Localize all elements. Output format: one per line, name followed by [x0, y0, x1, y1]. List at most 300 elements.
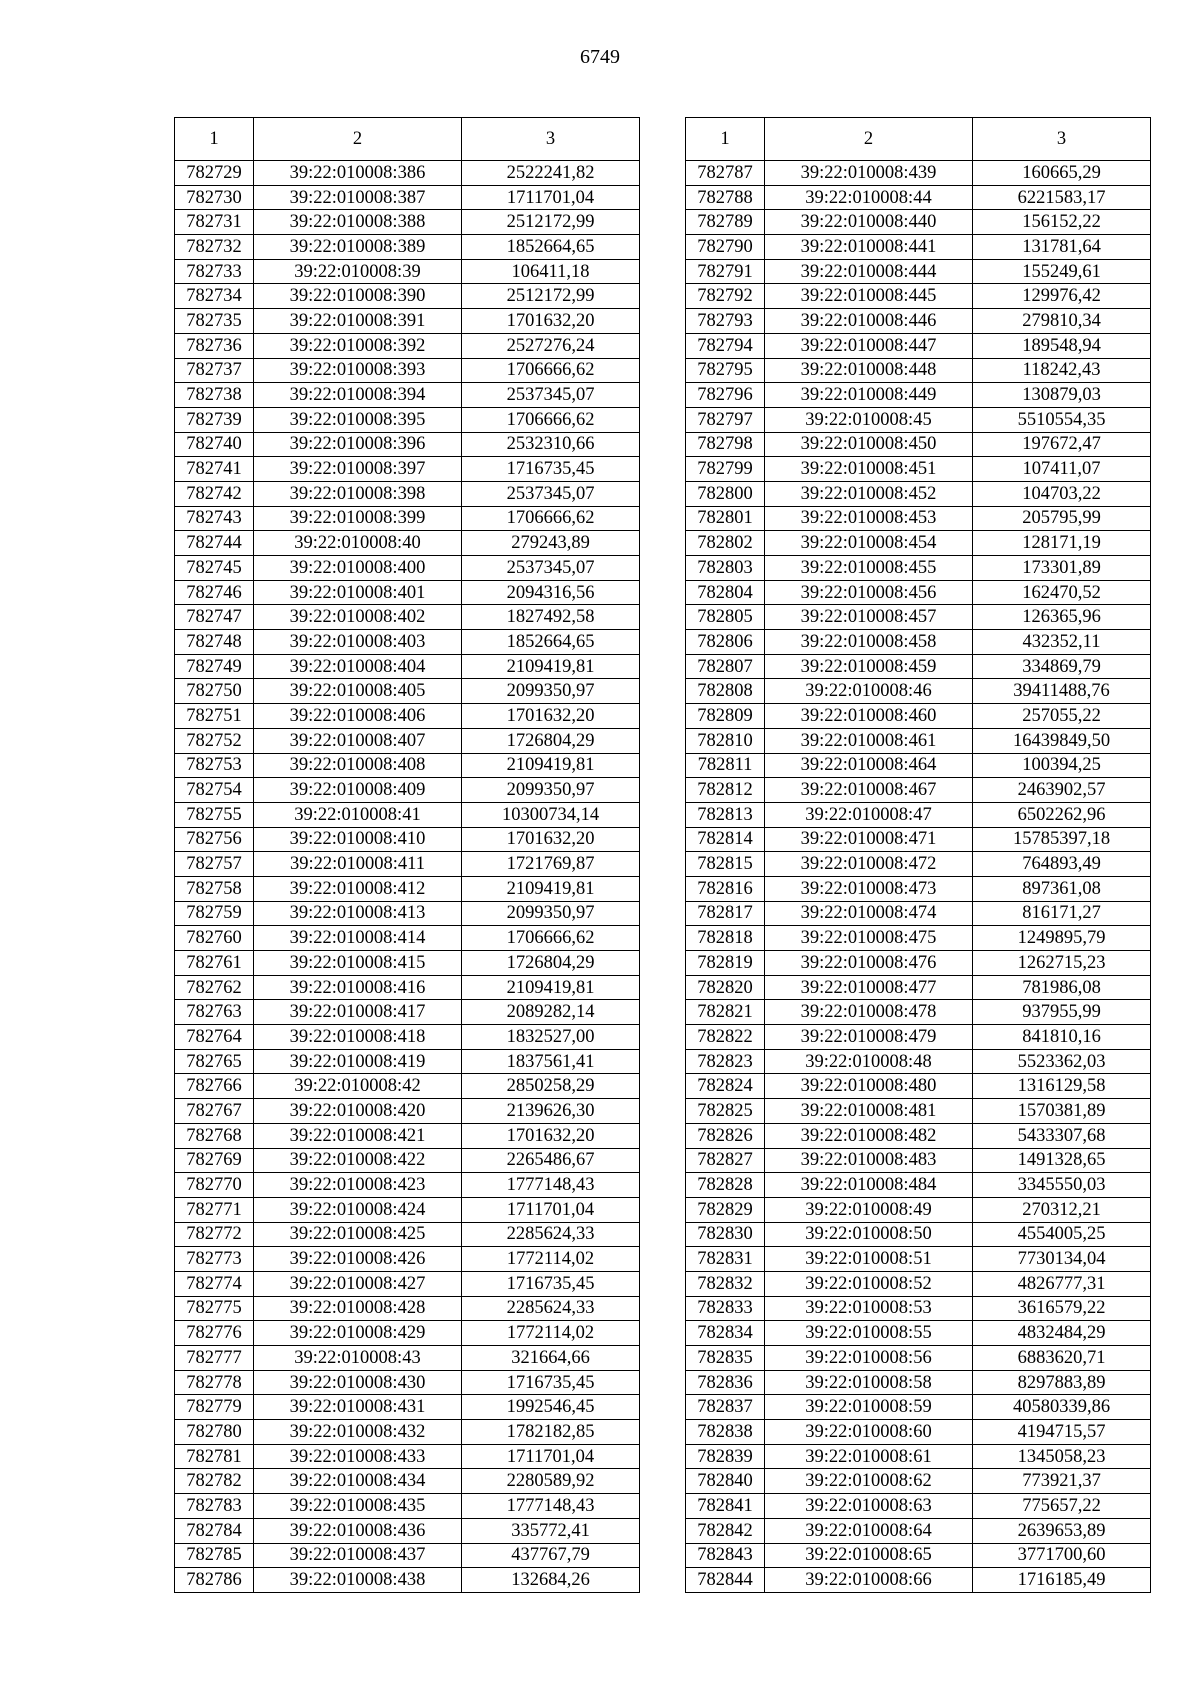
row-number-cell: 782796	[686, 383, 765, 408]
table-row	[686, 1469, 1151, 1494]
table-row	[175, 309, 640, 334]
row-number-cell: 782758	[175, 876, 254, 901]
cadastral-number-cell: 39:22:010008:55	[765, 1321, 973, 1346]
row-number-cell: 782774	[175, 1271, 254, 1296]
row-number-cell: 782780	[175, 1420, 254, 1445]
value-cell: 1772114,02	[462, 1247, 640, 1272]
column-header-3: 3	[462, 118, 640, 161]
cadastral-number-cell: 39:22:010008:464	[765, 753, 973, 778]
table-row	[686, 654, 1151, 679]
cadastral-number-cell: 39:22:010008:431	[254, 1395, 462, 1420]
table-row	[686, 506, 1151, 531]
value-cell: 156152,22	[973, 210, 1151, 235]
value-cell: 1706666,62	[462, 407, 640, 432]
row-number-cell: 782820	[686, 975, 765, 1000]
cadastral-number-cell: 39:22:010008:483	[765, 1148, 973, 1173]
value-cell: 162470,52	[973, 580, 1151, 605]
row-number-cell: 782747	[175, 605, 254, 630]
cadastral-number-cell: 39:22:010008:400	[254, 556, 462, 581]
value-cell: 1706666,62	[462, 358, 640, 383]
row-number-cell: 782755	[175, 802, 254, 827]
table-row	[175, 556, 640, 581]
cadastral-number-cell: 39:22:010008:48	[765, 1049, 973, 1074]
value-cell: 1852664,65	[462, 630, 640, 655]
value-cell: 4826777,31	[973, 1271, 1151, 1296]
value-cell: 2532310,66	[462, 432, 640, 457]
cadastral-number-cell: 39:22:010008:422	[254, 1148, 462, 1173]
table-row	[175, 1296, 640, 1321]
table-row	[175, 1543, 640, 1568]
row-number-cell: 782837	[686, 1395, 765, 1420]
value-cell: 2285624,33	[462, 1222, 640, 1247]
row-number-cell: 782787	[686, 161, 765, 186]
row-number-cell: 782842	[686, 1518, 765, 1543]
cadastral-number-cell: 39:22:010008:394	[254, 383, 462, 408]
table-row	[175, 1469, 640, 1494]
row-number-cell: 782806	[686, 630, 765, 655]
cadastral-number-cell: 39:22:010008:444	[765, 259, 973, 284]
row-number-cell: 782778	[175, 1370, 254, 1395]
row-number-cell: 782768	[175, 1123, 254, 1148]
row-number-cell: 782751	[175, 704, 254, 729]
value-cell: 5510554,35	[973, 407, 1151, 432]
value-cell: 2537345,07	[462, 481, 640, 506]
cadastral-number-cell: 39:22:010008:455	[765, 556, 973, 581]
row-number-cell: 782838	[686, 1420, 765, 1445]
cadastral-number-cell: 39:22:010008:426	[254, 1247, 462, 1272]
cadastral-number-cell: 39:22:010008:51	[765, 1247, 973, 1272]
cadastral-number-cell: 39:22:010008:450	[765, 432, 973, 457]
cadastral-number-cell: 39:22:010008:401	[254, 580, 462, 605]
row-number-cell: 782731	[175, 210, 254, 235]
cadastral-number-cell: 39:22:010008:441	[765, 235, 973, 260]
table-row	[175, 506, 640, 531]
row-number-cell: 782807	[686, 654, 765, 679]
cadastral-number-cell: 39:22:010008:475	[765, 926, 973, 951]
row-number-cell: 782763	[175, 1000, 254, 1025]
row-number-cell: 782812	[686, 778, 765, 803]
table-row	[686, 1173, 1151, 1198]
cadastral-number-cell: 39:22:010008:429	[254, 1321, 462, 1346]
row-number-cell: 782784	[175, 1518, 254, 1543]
row-number-cell: 782797	[686, 407, 765, 432]
cadastral-number-cell: 39:22:010008:423	[254, 1173, 462, 1198]
value-cell: 128171,19	[973, 531, 1151, 556]
table-row	[686, 333, 1151, 358]
row-number-cell: 782776	[175, 1321, 254, 1346]
cadastral-number-cell: 39:22:010008:419	[254, 1049, 462, 1074]
row-number-cell: 782810	[686, 728, 765, 753]
cadastral-number-cell: 39:22:010008:414	[254, 926, 462, 951]
table-row	[686, 481, 1151, 506]
cadastral-number-cell: 39:22:010008:392	[254, 333, 462, 358]
row-number-cell: 782816	[686, 876, 765, 901]
cadastral-number-cell: 39:22:010008:43	[254, 1346, 462, 1371]
row-number-cell: 782759	[175, 901, 254, 926]
table-row	[686, 704, 1151, 729]
cadastral-number-cell: 39:22:010008:398	[254, 481, 462, 506]
table-row	[686, 1568, 1151, 1593]
table-row	[175, 1518, 640, 1543]
table-row	[686, 432, 1151, 457]
cadastral-number-cell: 39:22:010008:62	[765, 1469, 973, 1494]
row-number-cell: 782777	[175, 1346, 254, 1371]
row-number-cell: 782760	[175, 926, 254, 951]
row-number-cell: 782764	[175, 1025, 254, 1050]
row-number-cell: 782742	[175, 481, 254, 506]
table-row	[175, 1000, 640, 1025]
value-cell: 131781,64	[973, 235, 1151, 260]
cadastral-number-cell: 39:22:010008:417	[254, 1000, 462, 1025]
table-row	[686, 580, 1151, 605]
row-number-cell: 782773	[175, 1247, 254, 1272]
cadastral-number-cell: 39:22:010008:472	[765, 852, 973, 877]
cadastral-number-cell: 39:22:010008:60	[765, 1420, 973, 1445]
cadastral-number-cell: 39:22:010008:459	[765, 654, 973, 679]
cadastral-number-cell: 39:22:010008:452	[765, 481, 973, 506]
table-row	[175, 1197, 640, 1222]
row-number-cell: 782827	[686, 1148, 765, 1173]
row-number-cell: 782769	[175, 1148, 254, 1173]
value-cell: 2639653,89	[973, 1518, 1151, 1543]
row-number-cell: 782735	[175, 309, 254, 334]
cadastral-number-cell: 39:22:010008:64	[765, 1518, 973, 1543]
table-row	[686, 1370, 1151, 1395]
right-data-table	[685, 117, 1151, 1593]
row-number-cell: 782788	[686, 185, 765, 210]
table-row	[686, 679, 1151, 704]
cadastral-number-cell: 39:22:010008:481	[765, 1099, 973, 1124]
value-cell: 1992546,45	[462, 1395, 640, 1420]
row-number-cell: 782766	[175, 1074, 254, 1099]
value-cell: 6502262,96	[973, 802, 1151, 827]
cadastral-number-cell: 39:22:010008:404	[254, 654, 462, 679]
value-cell: 4554005,25	[973, 1222, 1151, 1247]
row-number-cell: 782730	[175, 185, 254, 210]
value-cell: 2265486,67	[462, 1148, 640, 1173]
cadastral-number-cell: 39:22:010008:467	[765, 778, 973, 803]
cadastral-number-cell: 39:22:010008:451	[765, 457, 973, 482]
cadastral-number-cell: 39:22:010008:440	[765, 210, 973, 235]
table-row	[686, 926, 1151, 951]
table-row	[175, 704, 640, 729]
value-cell: 3616579,22	[973, 1296, 1151, 1321]
table-row	[175, 679, 640, 704]
cadastral-number-cell: 39:22:010008:408	[254, 753, 462, 778]
value-cell: 1711701,04	[462, 1444, 640, 1469]
value-cell: 1716735,45	[462, 1271, 640, 1296]
row-number-cell: 782744	[175, 531, 254, 556]
table-row	[686, 309, 1151, 334]
row-number-cell: 782821	[686, 1000, 765, 1025]
table-row	[175, 876, 640, 901]
table-row	[686, 1049, 1151, 1074]
cadastral-number-cell: 39:22:010008:454	[765, 531, 973, 556]
table-row	[175, 1025, 640, 1050]
table-row	[175, 901, 640, 926]
table-row	[175, 728, 640, 753]
table-row	[686, 185, 1151, 210]
row-number-cell: 782789	[686, 210, 765, 235]
left-table-body	[175, 161, 640, 1593]
table-row	[175, 580, 640, 605]
column-header-3: 3	[973, 118, 1151, 161]
row-number-cell: 782828	[686, 1173, 765, 1198]
value-cell: 1706666,62	[462, 926, 640, 951]
cadastral-number-cell: 39:22:010008:386	[254, 161, 462, 186]
cadastral-number-cell: 39:22:010008:402	[254, 605, 462, 630]
cadastral-number-cell: 39:22:010008:47	[765, 802, 973, 827]
cadastral-number-cell: 39:22:010008:427	[254, 1271, 462, 1296]
row-number-cell: 782817	[686, 901, 765, 926]
table-row	[686, 1247, 1151, 1272]
value-cell: 129976,42	[973, 284, 1151, 309]
value-cell: 1716735,45	[462, 457, 640, 482]
cadastral-number-cell: 39:22:010008:403	[254, 630, 462, 655]
table-row	[686, 1346, 1151, 1371]
cadastral-number-cell: 39:22:010008:479	[765, 1025, 973, 1050]
table-row	[175, 1247, 640, 1272]
table-row	[175, 753, 640, 778]
table-row	[686, 1494, 1151, 1519]
cadastral-number-cell: 39:22:010008:39	[254, 259, 462, 284]
value-cell: 775657,22	[973, 1494, 1151, 1519]
cadastral-number-cell: 39:22:010008:433	[254, 1444, 462, 1469]
row-number-cell: 782736	[175, 333, 254, 358]
table-row	[686, 1000, 1151, 1025]
table-row	[175, 210, 640, 235]
value-cell: 1701632,20	[462, 704, 640, 729]
value-cell: 437767,79	[462, 1543, 640, 1568]
value-cell: 2094316,56	[462, 580, 640, 605]
column-header-1: 1	[686, 118, 765, 161]
cadastral-number-cell: 39:22:010008:460	[765, 704, 973, 729]
cadastral-number-cell: 39:22:010008:415	[254, 951, 462, 976]
table-row	[686, 1420, 1151, 1445]
cadastral-number-cell: 39:22:010008:407	[254, 728, 462, 753]
value-cell: 2537345,07	[462, 383, 640, 408]
value-cell: 4832484,29	[973, 1321, 1151, 1346]
table-row	[175, 1099, 640, 1124]
table-row	[175, 1568, 640, 1593]
table-row	[686, 753, 1151, 778]
row-number-cell: 782832	[686, 1271, 765, 1296]
cadastral-number-cell: 39:22:010008:44	[765, 185, 973, 210]
table-row	[175, 1123, 640, 1148]
value-cell: 2522241,82	[462, 161, 640, 186]
value-cell: 1716185,49	[973, 1568, 1151, 1593]
value-cell: 132684,26	[462, 1568, 640, 1593]
table-row	[686, 1099, 1151, 1124]
cadastral-number-cell: 39:22:010008:390	[254, 284, 462, 309]
value-cell: 335772,41	[462, 1518, 640, 1543]
value-cell: 2537345,07	[462, 556, 640, 581]
cadastral-number-cell: 39:22:010008:471	[765, 827, 973, 852]
row-number-cell: 782756	[175, 827, 254, 852]
cadastral-number-cell: 39:22:010008:447	[765, 333, 973, 358]
cadastral-number-cell: 39:22:010008:412	[254, 876, 462, 901]
table-row	[175, 975, 640, 1000]
table-row	[686, 259, 1151, 284]
value-cell: 1701632,20	[462, 1123, 640, 1148]
row-number-cell: 782819	[686, 951, 765, 976]
cadastral-number-cell: 39:22:010008:458	[765, 630, 973, 655]
cadastral-number-cell: 39:22:010008:45	[765, 407, 973, 432]
row-number-cell: 782831	[686, 1247, 765, 1272]
value-cell: 10300734,14	[462, 802, 640, 827]
value-cell: 2109419,81	[462, 654, 640, 679]
value-cell: 1782182,85	[462, 1420, 640, 1445]
table-row	[175, 1346, 640, 1371]
table-row	[175, 1321, 640, 1346]
row-number-cell: 782783	[175, 1494, 254, 1519]
cadastral-number-cell: 39:22:010008:437	[254, 1543, 462, 1568]
row-number-cell: 782825	[686, 1099, 765, 1124]
cadastral-number-cell: 39:22:010008:436	[254, 1518, 462, 1543]
table-row	[686, 1518, 1151, 1543]
value-cell: 189548,94	[973, 333, 1151, 358]
cadastral-number-cell: 39:22:010008:410	[254, 827, 462, 852]
value-cell: 6883620,71	[973, 1346, 1151, 1371]
value-cell: 2139626,30	[462, 1099, 640, 1124]
value-cell: 1316129,58	[973, 1074, 1151, 1099]
row-number-cell: 782754	[175, 778, 254, 803]
value-cell: 1777148,43	[462, 1173, 640, 1198]
row-number-cell: 782826	[686, 1123, 765, 1148]
cadastral-number-cell: 39:22:010008:58	[765, 1370, 973, 1395]
table-row	[686, 876, 1151, 901]
row-number-cell: 782795	[686, 358, 765, 383]
table-row	[175, 1444, 640, 1469]
value-cell: 3771700,60	[973, 1543, 1151, 1568]
value-cell: 2512172,99	[462, 210, 640, 235]
table-header-row	[175, 118, 640, 161]
cadastral-number-cell: 39:22:010008:42	[254, 1074, 462, 1099]
table-row	[175, 1222, 640, 1247]
table-row	[175, 161, 640, 186]
row-number-cell: 782748	[175, 630, 254, 655]
left-data-table	[174, 117, 640, 1593]
column-header-2: 2	[765, 118, 973, 161]
value-cell: 1701632,20	[462, 309, 640, 334]
table-row	[686, 1025, 1151, 1050]
row-number-cell: 782772	[175, 1222, 254, 1247]
table-row	[686, 1444, 1151, 1469]
value-cell: 15785397,18	[973, 827, 1151, 852]
value-cell: 1711701,04	[462, 185, 640, 210]
table-row	[686, 1271, 1151, 1296]
table-row	[175, 531, 640, 556]
cadastral-number-cell: 39:22:010008:424	[254, 1197, 462, 1222]
row-number-cell: 782749	[175, 654, 254, 679]
value-cell: 321664,66	[462, 1346, 640, 1371]
value-cell: 1716735,45	[462, 1370, 640, 1395]
table-row	[175, 259, 640, 284]
cadastral-number-cell: 39:22:010008:432	[254, 1420, 462, 1445]
row-number-cell: 782824	[686, 1074, 765, 1099]
row-number-cell: 782792	[686, 284, 765, 309]
table-header-row	[686, 118, 1151, 161]
value-cell: 100394,25	[973, 753, 1151, 778]
row-number-cell: 782833	[686, 1296, 765, 1321]
cadastral-number-cell: 39:22:010008:416	[254, 975, 462, 1000]
row-number-cell: 782798	[686, 432, 765, 457]
table-row	[686, 531, 1151, 556]
right-table-body	[686, 161, 1151, 1593]
row-number-cell: 782785	[175, 1543, 254, 1568]
cadastral-number-cell: 39:22:010008:387	[254, 185, 462, 210]
table-row	[175, 605, 640, 630]
row-number-cell: 782765	[175, 1049, 254, 1074]
table-row	[686, 1197, 1151, 1222]
value-cell: 106411,18	[462, 259, 640, 284]
value-cell: 1726804,29	[462, 728, 640, 753]
value-cell: 2850258,29	[462, 1074, 640, 1099]
value-cell: 764893,49	[973, 852, 1151, 877]
table-row	[686, 210, 1151, 235]
row-number-cell: 782793	[686, 309, 765, 334]
value-cell: 257055,22	[973, 704, 1151, 729]
value-cell: 1721769,87	[462, 852, 640, 877]
table-row	[175, 333, 640, 358]
cadastral-number-cell: 39:22:010008:59	[765, 1395, 973, 1420]
value-cell: 126365,96	[973, 605, 1151, 630]
row-number-cell: 782813	[686, 802, 765, 827]
row-number-cell: 782811	[686, 753, 765, 778]
cadastral-number-cell: 39:22:010008:478	[765, 1000, 973, 1025]
cadastral-number-cell: 39:22:010008:413	[254, 901, 462, 926]
value-cell: 2109419,81	[462, 975, 640, 1000]
cadastral-number-cell: 39:22:010008:484	[765, 1173, 973, 1198]
cadastral-number-cell: 39:22:010008:65	[765, 1543, 973, 1568]
table-row	[686, 457, 1151, 482]
value-cell: 897361,08	[973, 876, 1151, 901]
table-row	[175, 827, 640, 852]
row-number-cell: 782829	[686, 1197, 765, 1222]
table-row	[686, 728, 1151, 753]
row-number-cell: 782790	[686, 235, 765, 260]
table-row	[175, 407, 640, 432]
row-number-cell: 782791	[686, 259, 765, 284]
row-number-cell: 782732	[175, 235, 254, 260]
value-cell: 2280589,92	[462, 1469, 640, 1494]
row-number-cell: 782834	[686, 1321, 765, 1346]
row-number-cell: 782752	[175, 728, 254, 753]
value-cell: 1711701,04	[462, 1197, 640, 1222]
value-cell: 1777148,43	[462, 1494, 640, 1519]
row-number-cell: 782840	[686, 1469, 765, 1494]
value-cell: 1706666,62	[462, 506, 640, 531]
value-cell: 279810,34	[973, 309, 1151, 334]
value-cell: 1262715,23	[973, 951, 1151, 976]
cadastral-number-cell: 39:22:010008:425	[254, 1222, 462, 1247]
row-number-cell: 782818	[686, 926, 765, 951]
table-row	[175, 1370, 640, 1395]
table-row	[686, 556, 1151, 581]
cadastral-number-cell: 39:22:010008:389	[254, 235, 462, 260]
row-number-cell: 782738	[175, 383, 254, 408]
table-row	[175, 457, 640, 482]
table-row	[175, 1173, 640, 1198]
value-cell: 2099350,97	[462, 679, 640, 704]
column-header-1: 1	[175, 118, 254, 161]
row-number-cell: 782770	[175, 1173, 254, 1198]
row-number-cell: 782814	[686, 827, 765, 852]
row-number-cell: 782767	[175, 1099, 254, 1124]
table-row	[175, 235, 640, 260]
row-number-cell: 782805	[686, 605, 765, 630]
table-row	[686, 778, 1151, 803]
